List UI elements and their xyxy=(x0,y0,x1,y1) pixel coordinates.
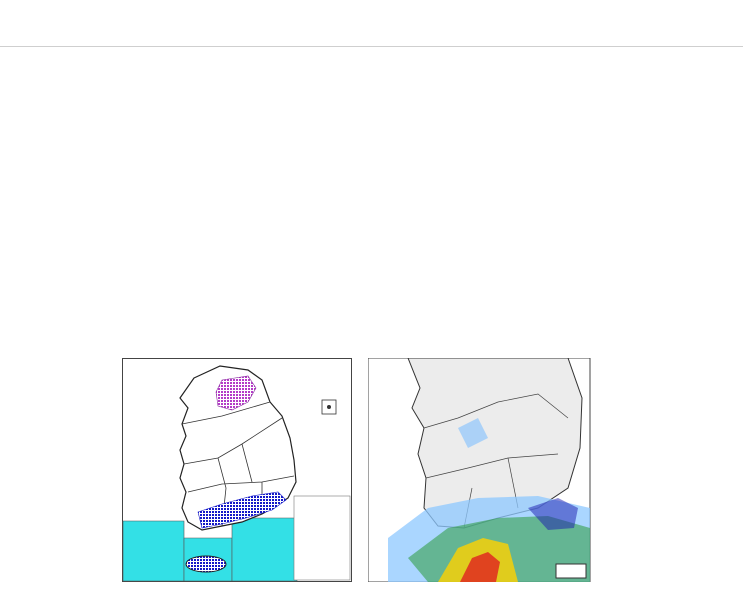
radar-map xyxy=(368,358,636,582)
legend-box xyxy=(294,496,350,580)
title-divider xyxy=(0,46,743,47)
radar-stamp-box xyxy=(556,564,586,578)
sea-zone-southeast xyxy=(232,518,297,581)
jeju-island xyxy=(186,556,226,572)
ulleungdo-marker xyxy=(327,405,331,409)
warning-map xyxy=(122,358,352,582)
bulletin-body xyxy=(17,95,729,149)
sea-zone-west xyxy=(123,521,184,581)
